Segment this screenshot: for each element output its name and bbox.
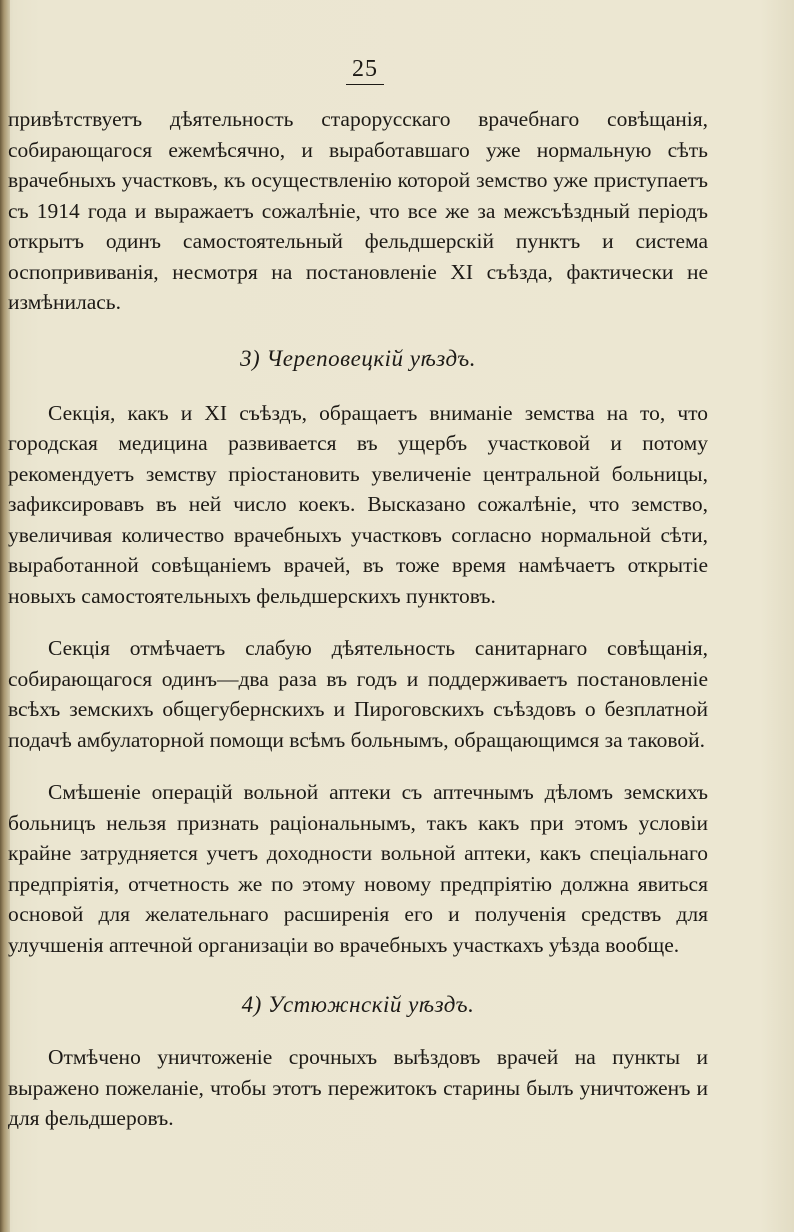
page-number bbox=[0, 56, 730, 85]
page-number-text: 25 bbox=[346, 56, 384, 85]
cherepovets-paragraph-3: Смѣшеніе операцій вольной аптеки съ аптечнымъ дѣломъ земскихъ больницъ нельзя признать раціональнымъ, такъ какъ при этомъ условіи крайне затрудняется учетъ доходности вольной аптеки, какъ спеціальнаго предпріятія, отчетность же по этому новому предпріятію должна явиться основой для желательнаго расширенія его и полученія средствъ для улучшенія аптечной организаціи во врачебныхъ участкахъ уѣзда вообще. bbox=[8, 780, 708, 957]
intro-paragraph: привѣтствуетъ дѣятельность старорусскаго врачебнаго совѣщанія, собирающагося ежемѣсячно, и выработавшаго уже нормальную сѣть врачебныхъ участковъ, къ осуществленію которой земство уже приступаетъ съ 1914 года и выражаетъ сожалѣніе, что все же за межсъѣздный періодъ открытъ одинъ самостоятельный фельдшерскій пунктъ и система оспопрививанія, несмотря на постановленіе XI съѣзда, фактически не измѣнилась. bbox=[8, 107, 708, 314]
section-heading-ustyuzhna: 4) Устюжнскій уѣздъ. bbox=[241, 992, 475, 1017]
ustyuzhna-paragraph-1: Отмѣчено уничтоженіе срочныхъ выѣздовъ врачей на пункты и выражено пожеланіе, чтобы этотъ пережитокъ старины былъ уничтоженъ и для фельдшеровъ. bbox=[8, 1045, 708, 1130]
cherepovets-paragraph-1: Секція, какъ и XI съѣздъ, обращаетъ вниманіе земства на то, что городская медицина развивается въ ущербъ участковой и потому рекомендуетъ земству пріостановить увеличеніе центральной больницы, зафиксировавъ въ ней число коекъ. Высказано сожалѣніе, что земство, увеличивая количество врачебныхъ участковъ согласно нормальной сѣти, выработанной совѣщаніемъ врачей, въ тоже время намѣчаетъ открытіе новыхъ самостоятельныхъ фельдшерскихъ пунктовъ. bbox=[8, 400, 708, 608]
cherepovets-paragraph-2: Секція отмѣчаетъ слабую дѣятельность санитарнаго совѣщанія, собирающагося одинъ—два раза въ годъ и поддерживаетъ постановленіе всѣхъ земскихъ общегубернскихъ и Пироговскихъ съѣздовъ о безплатной подачѣ амбулаторной помощи всѣмъ больнымъ, обращающимся за таковой. bbox=[8, 636, 708, 752]
document-body bbox=[8, 104, 708, 1134]
section-heading-cherepovets: 3) Череповецкій уѣздъ. bbox=[239, 345, 476, 371]
